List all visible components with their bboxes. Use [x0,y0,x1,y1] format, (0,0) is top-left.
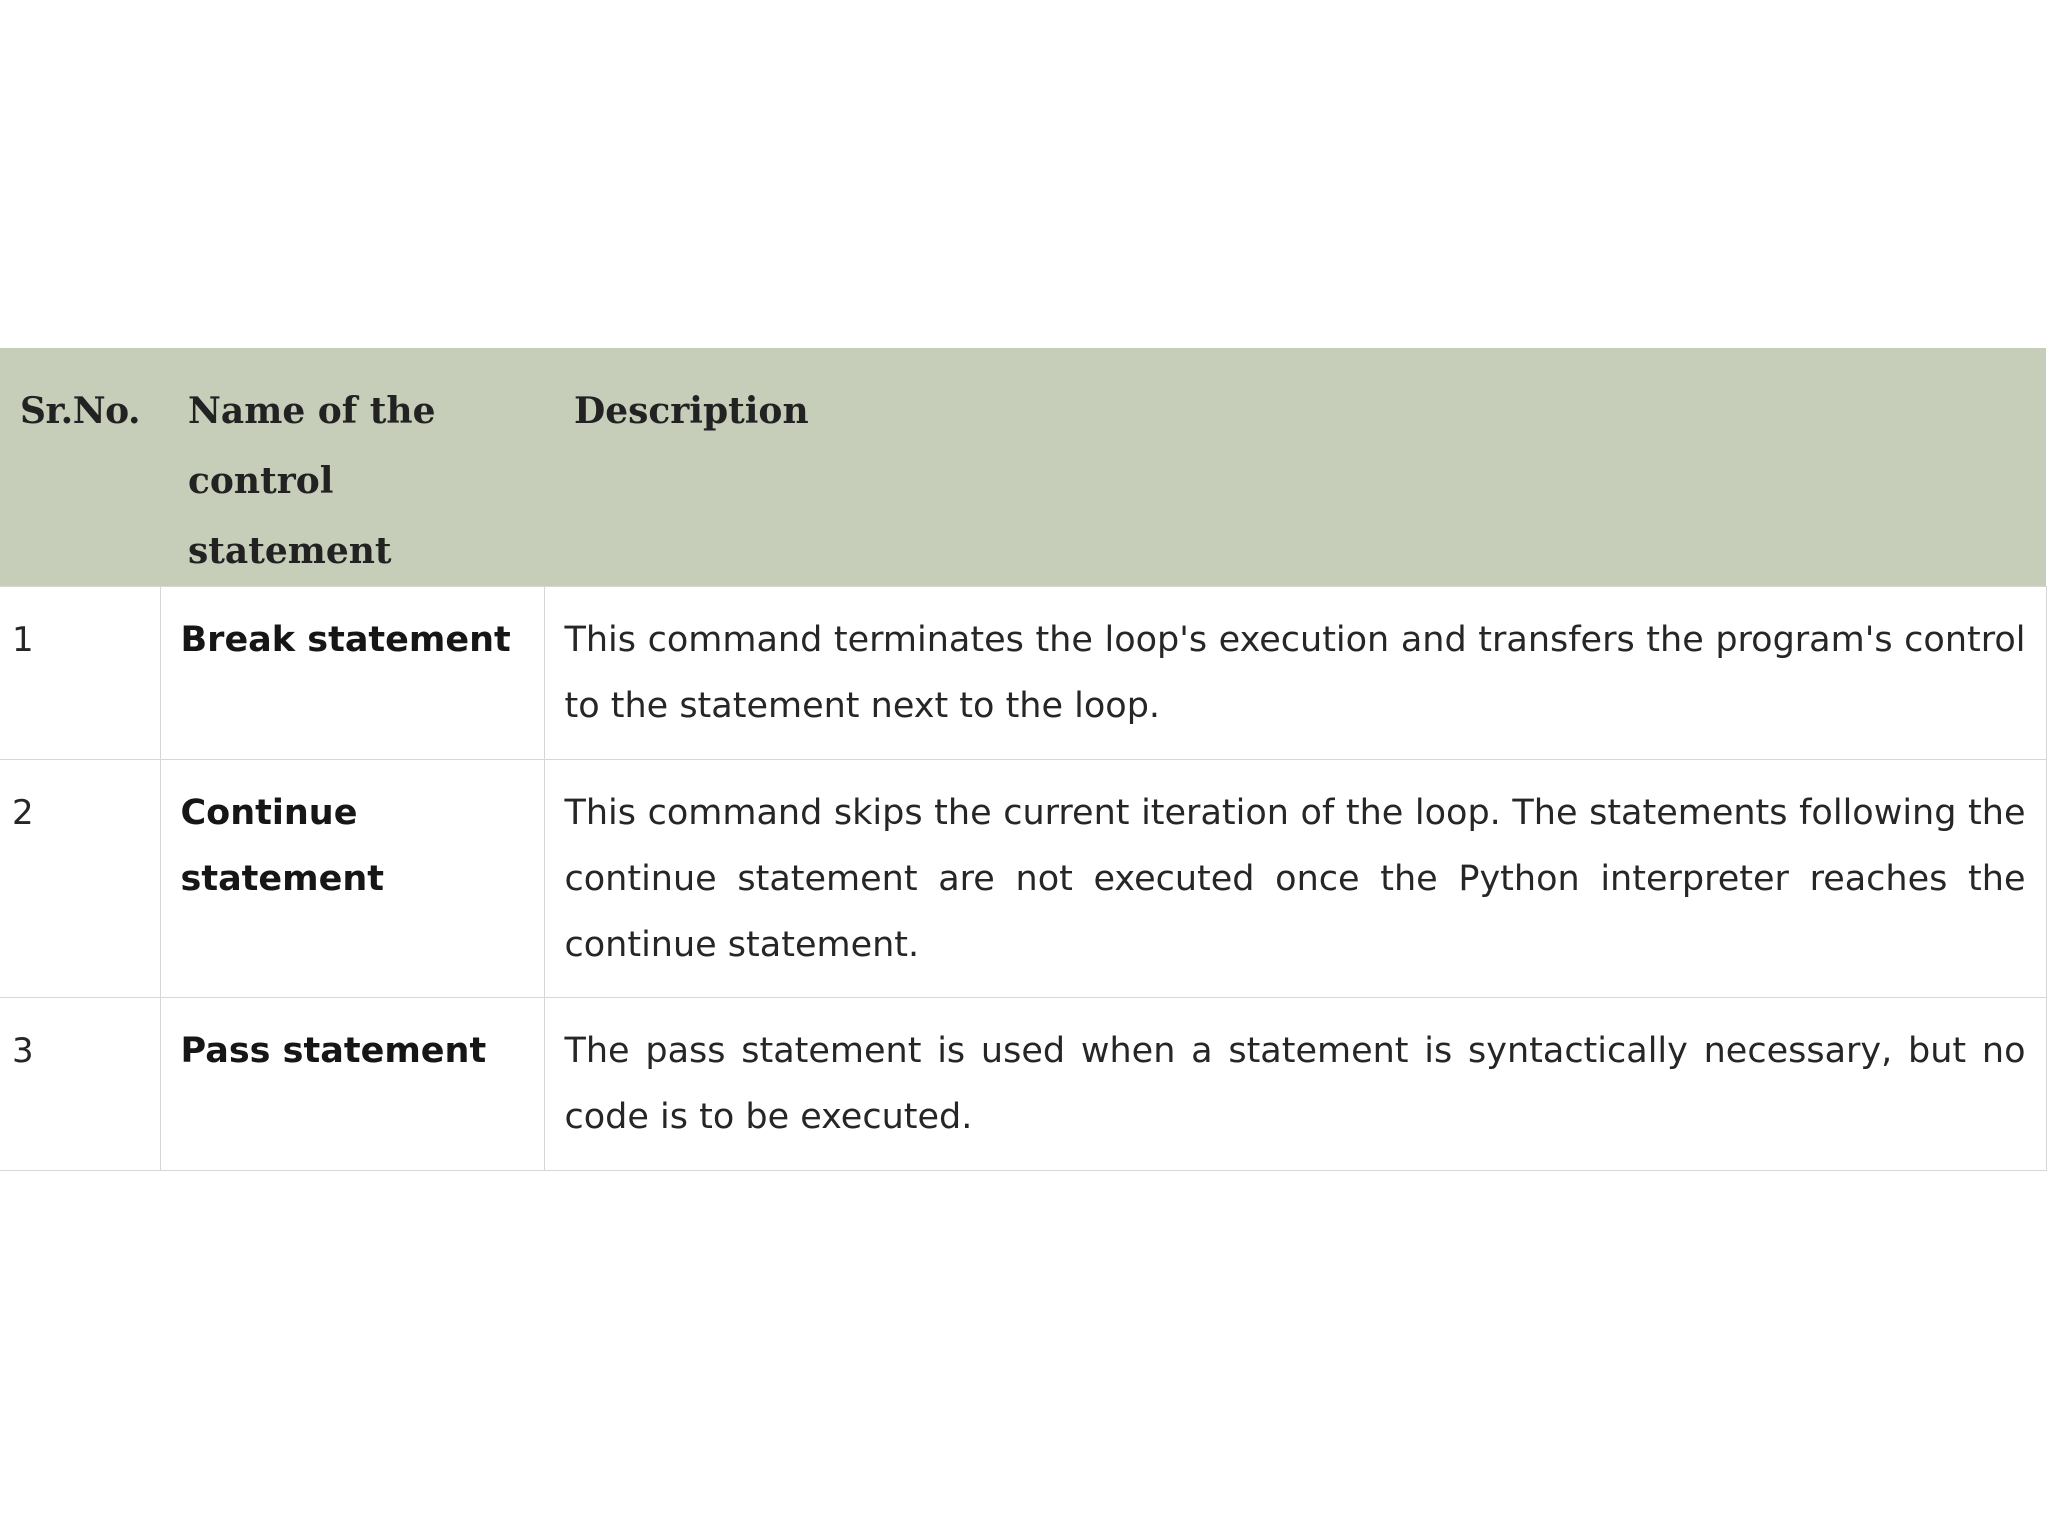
table-row [0,998,2046,1171]
header-name-line1: Name of the [188,390,436,432]
table-row [0,587,2046,760]
cell-sr-no: 1 [0,587,160,760]
cell-description: This command skips the current iteration of the loop. The statements following the continue statement are not executed once the Python interpreter reaches the continue statement. [544,760,2046,998]
cell-sr-no: 3 [0,998,160,1171]
cell-description: This command terminates the loop's execution and transfers the program's control to the statement next to the loop. [544,587,2046,760]
cell-sr-no: 2 [0,760,160,998]
header-row [0,348,2046,587]
control-statements-table-container [0,348,2046,1171]
cell-statement-name: Break statement [160,587,544,760]
header-name [160,348,544,587]
control-statements-table [0,348,2047,1171]
table-body [0,587,2046,1171]
header-description: Description [574,390,809,432]
header-sr-no: Sr.No. [20,390,141,432]
cell-statement-name: Pass statement [160,998,544,1171]
table-header [0,348,2046,587]
header-name-line2: control statement [188,460,392,572]
cell-description: The pass statement is used when a statement is syntactically necessary, but no code is to be executed. [544,998,2046,1171]
table-row [0,760,2046,998]
cell-statement-name: Continue statement [160,760,544,998]
